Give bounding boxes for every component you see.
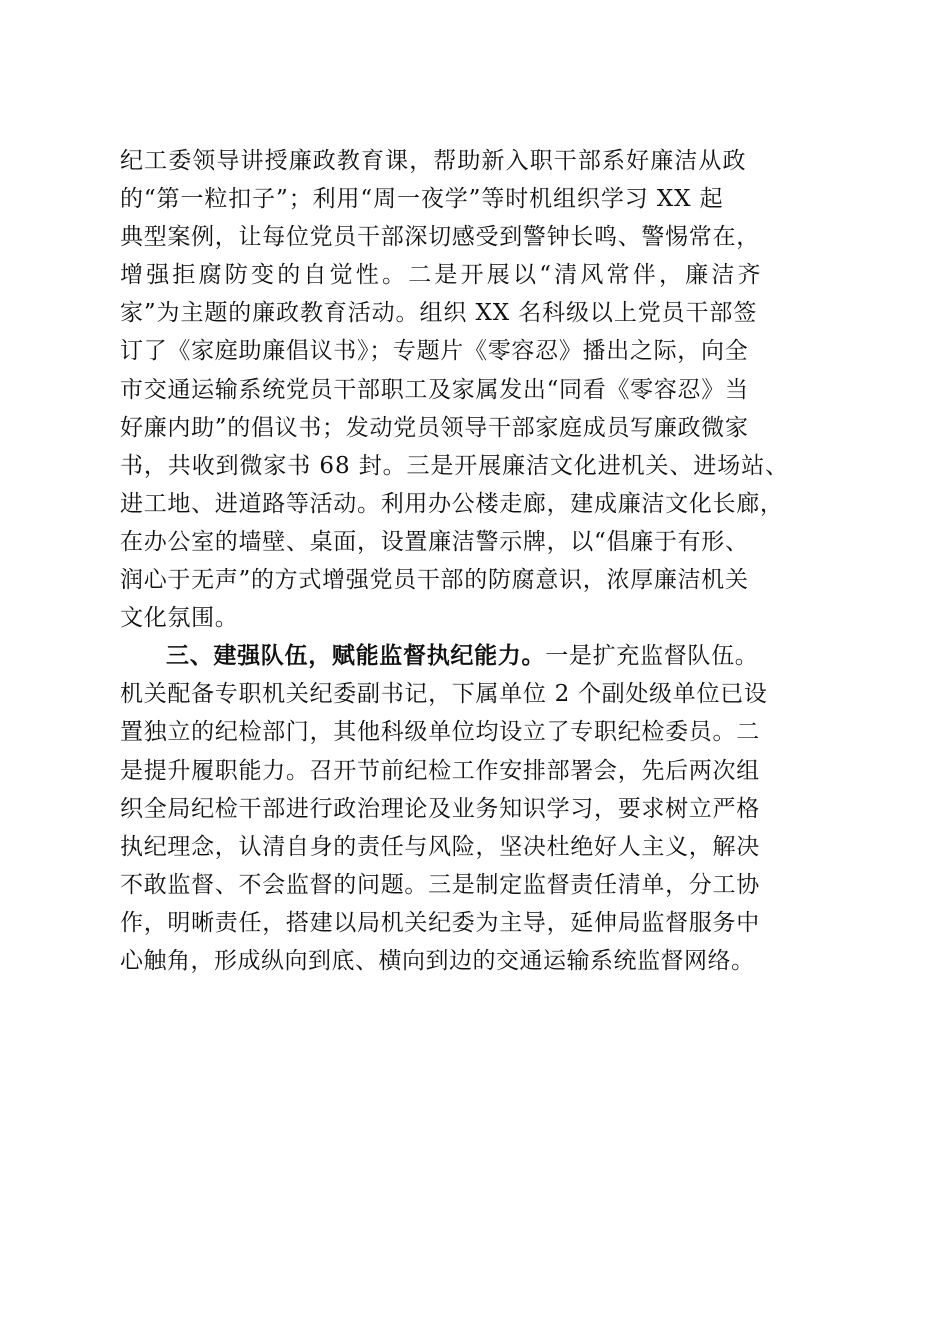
- text-line: 家”为主题的廉政教育活动。组织 XX 名科级以上党员干部签: [120, 300, 758, 327]
- text-line: 是提升履职能力。召开节前纪检工作安排部署会，先后两次组: [120, 757, 760, 784]
- text-line: 进工地、进道路等活动。利用办公楼走廊，建成廉洁文化长廊，: [120, 490, 784, 517]
- section-3: [120, 637, 832, 980]
- text-line: 机关配备专职机关纪委副书记，下属单位 2 个副处级单位已设: [120, 681, 768, 708]
- text-line: 文化氛围。: [120, 605, 239, 632]
- text-line: 织全局纪检干部进行政治理论及业务知识学习，要求树立严格: [120, 795, 760, 822]
- section-heading-line: [120, 637, 832, 675]
- text-line: 不敢监督、不会监督的问题。三是制定监督责任清单，分工协: [120, 871, 760, 898]
- text-line: 心触角，形成纵向到底、横向到边的交通运输系统监督网络。: [120, 947, 755, 974]
- text-line: 市交通运输系统党员干部职工及家属发出“同看《零容忍》当: [120, 376, 749, 403]
- text-line: 订了《家庭助廉倡议书》；专题片《零容忍》播出之际，向全: [120, 338, 749, 365]
- document-body: [120, 142, 832, 980]
- text-line: 好廉内助”的倡议书；发动党员领导干部家庭成员写廉政微家: [120, 414, 749, 441]
- paragraph-1: [120, 142, 832, 637]
- text-line: 作，明晰责任，搭建以局机关纪委为主导，延伸局监督服务中: [120, 909, 760, 936]
- text-line: 增强拒腐防变的自觉性。二是开展以“清风常伴，廉洁齐: [120, 262, 764, 289]
- text-line: 典型案例，让每位党员干部深切感受到警钟长鸣、警惕常在，: [120, 224, 760, 251]
- section-heading-rest: 一是扩充监督队伍。: [545, 643, 759, 670]
- text-line: 的“第一粒扣子”；利用“周一夜学”等时机组织学习 XX 起: [120, 186, 724, 213]
- text-line: 纪工委领导讲授廉政教育课，帮助新入职干部系好廉洁从政: [120, 148, 747, 174]
- text-line: 置独立的纪检部门，其他科级单位均设立了专职纪检委员。二: [120, 719, 760, 746]
- text-line: 执纪理念，认清自身的责任与风险，坚决杜绝好人主义，解决: [120, 833, 760, 860]
- text-line: 润心于无声”的方式增强党员干部的防腐意识，浓厚廉洁机关: [120, 567, 749, 594]
- text-line: 书，共收到微家书 68 封。三是开展廉洁文化进机关、进场站、: [120, 452, 789, 479]
- text-line: 在办公室的墙壁、桌面，设置廉洁警示牌，以“倡廉于有形、: [120, 528, 749, 555]
- section-heading: 三、建强队伍，赋能监督执纪能力。: [166, 643, 546, 670]
